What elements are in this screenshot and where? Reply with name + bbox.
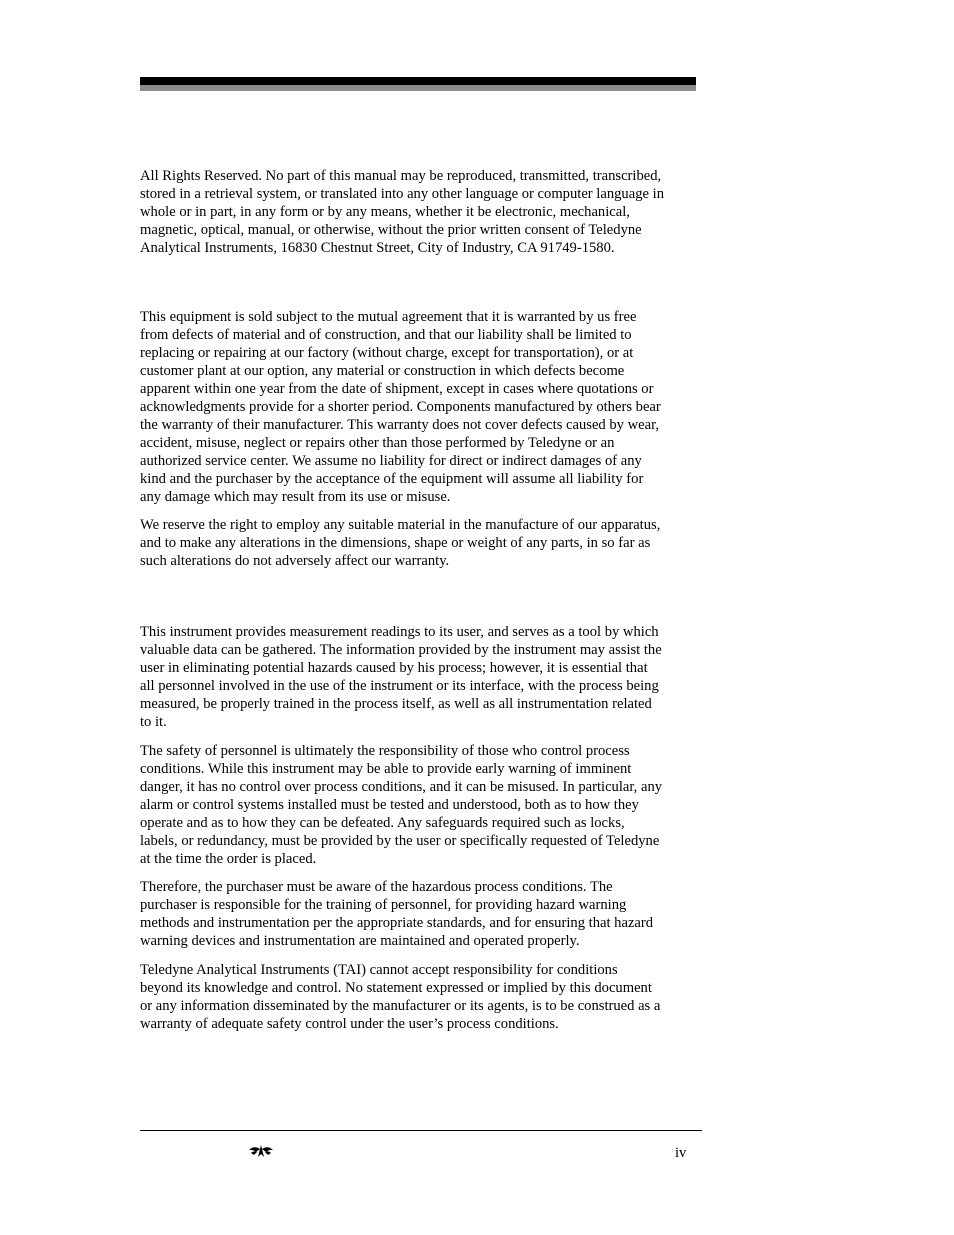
text-line: replacing or repairing at our factory (without charge, except for transportation), or at: [140, 345, 634, 361]
text-line: Therefore, the purchaser must be aware of the hazardous process conditions. The: [140, 879, 613, 895]
text-line: and to make any alterations in the dimensions, shape or weight of any parts, in so far as: [140, 535, 651, 551]
safety-paragraph-2: [140, 742, 710, 868]
warranty-paragraph-1: [140, 308, 710, 506]
text-line: accident, misuse, neglect or repairs other than those performed by Teledyne or an: [140, 435, 615, 451]
text-line: from defects of material and of construction, and that our liability shall be limited to: [140, 327, 632, 343]
text-line: methods and instrumentation per the appropriate standards, and for ensuring that hazard: [140, 915, 654, 931]
text-line: operate and as to how they can be defeated. Any safeguards required such as locks,: [140, 815, 625, 831]
text-line: whole or in part, in any form or by any means, whether it be electronic, mechanical,: [140, 204, 630, 220]
text-line: All Rights Reserved. No part of this manual may be reproduced, transmitted, transcribed,: [140, 168, 662, 184]
text-line: all personnel involved in the use of the instrument or its interface, with the process being: [140, 678, 659, 694]
text-line: magnetic, optical, manual, or otherwise, without the prior written consent of Teledyne: [140, 222, 642, 238]
text-line: user in eliminating potential hazards caused by his process; however, it is essential that: [140, 660, 648, 676]
text-line: conditions. While this instrument may be able to provide early warning of imminent: [140, 761, 632, 777]
warranty-paragraph-2: [140, 516, 710, 570]
text-line: This instrument provides measurement readings to its user, and serves as a tool by which: [140, 624, 659, 640]
text-line: authorized service center. We assume no liability for direct or indirect damages of any: [140, 453, 642, 469]
safety-paragraph-4: [140, 961, 710, 1033]
text-line: any damage which may result from its use or misuse.: [140, 489, 451, 505]
page-number: iv: [675, 1145, 687, 1161]
footer-rule: [140, 1130, 702, 1131]
text-line: measured, be properly trained in the process itself, as well as all instrumentation related: [140, 696, 652, 712]
text-line: alarm or control systems installed must be tested and understood, both as to how they: [140, 797, 639, 813]
text-line: Teledyne Analytical Instruments (TAI) cannot accept responsibility for conditions: [140, 962, 618, 978]
teledyne-logo-icon: [248, 1143, 274, 1159]
text-line: to it.: [140, 714, 167, 730]
text-line: valuable data can be gathered. The information provided by the instrument may assist the: [140, 642, 662, 658]
text-line: the warranty of their manufacturer. This warranty does not cover defects caused by wear,: [140, 417, 660, 433]
text-line: such alterations do not adversely affect our warranty.: [140, 553, 450, 569]
text-line: labels, or redundancy, must be provided by the user or specifically requested of Teledyne: [140, 833, 660, 849]
safety-paragraph-1: [140, 623, 710, 731]
text-line: acknowledgments provide for a shorter period. Components manufactured by others bear: [140, 399, 661, 415]
text-line: warranty of adequate safety control under the user’s process conditions.: [140, 1016, 559, 1032]
text-line: customer plant at our option, any material or construction in which defects become: [140, 363, 625, 379]
text-line: apparent within one year from the date of shipment, except in cases where quotations or: [140, 381, 654, 397]
safety-paragraph-3: [140, 878, 710, 950]
header-rule-gray: [140, 85, 696, 91]
text-line: stored in a retrieval system, or translated into any other language or computer language in: [140, 186, 664, 202]
text-line: kind and the purchaser by the acceptance of the equipment will assume all liability for: [140, 471, 644, 487]
text-line: Analytical Instruments, 16830 Chestnut Street, City of Industry, CA 91749-1580.: [140, 240, 615, 256]
text-line: purchaser is responsible for the training of personnel, for providing hazard warning: [140, 897, 627, 913]
text-line: danger, it has no control over process conditions, and it can be misused. In particular, any: [140, 779, 663, 795]
header-rule-black: [140, 77, 696, 85]
copyright-paragraph: [140, 167, 710, 257]
text-line: beyond its knowledge and control. No statement expressed or implied by this document: [140, 980, 652, 996]
text-line: at the time the order is placed.: [140, 851, 317, 867]
text-line: warning devices and instrumentation are maintained and operated properly.: [140, 933, 580, 949]
text-line: The safety of personnel is ultimately the responsibility of those who control process: [140, 743, 630, 759]
text-line: This equipment is sold subject to the mutual agreement that it is warranted by us free: [140, 309, 637, 325]
text-line: or any information disseminated by the manufacturer or its agents, is to be construed as a: [140, 998, 661, 1014]
text-line: We reserve the right to employ any suitable material in the manufacture of our apparatus,: [140, 517, 661, 533]
